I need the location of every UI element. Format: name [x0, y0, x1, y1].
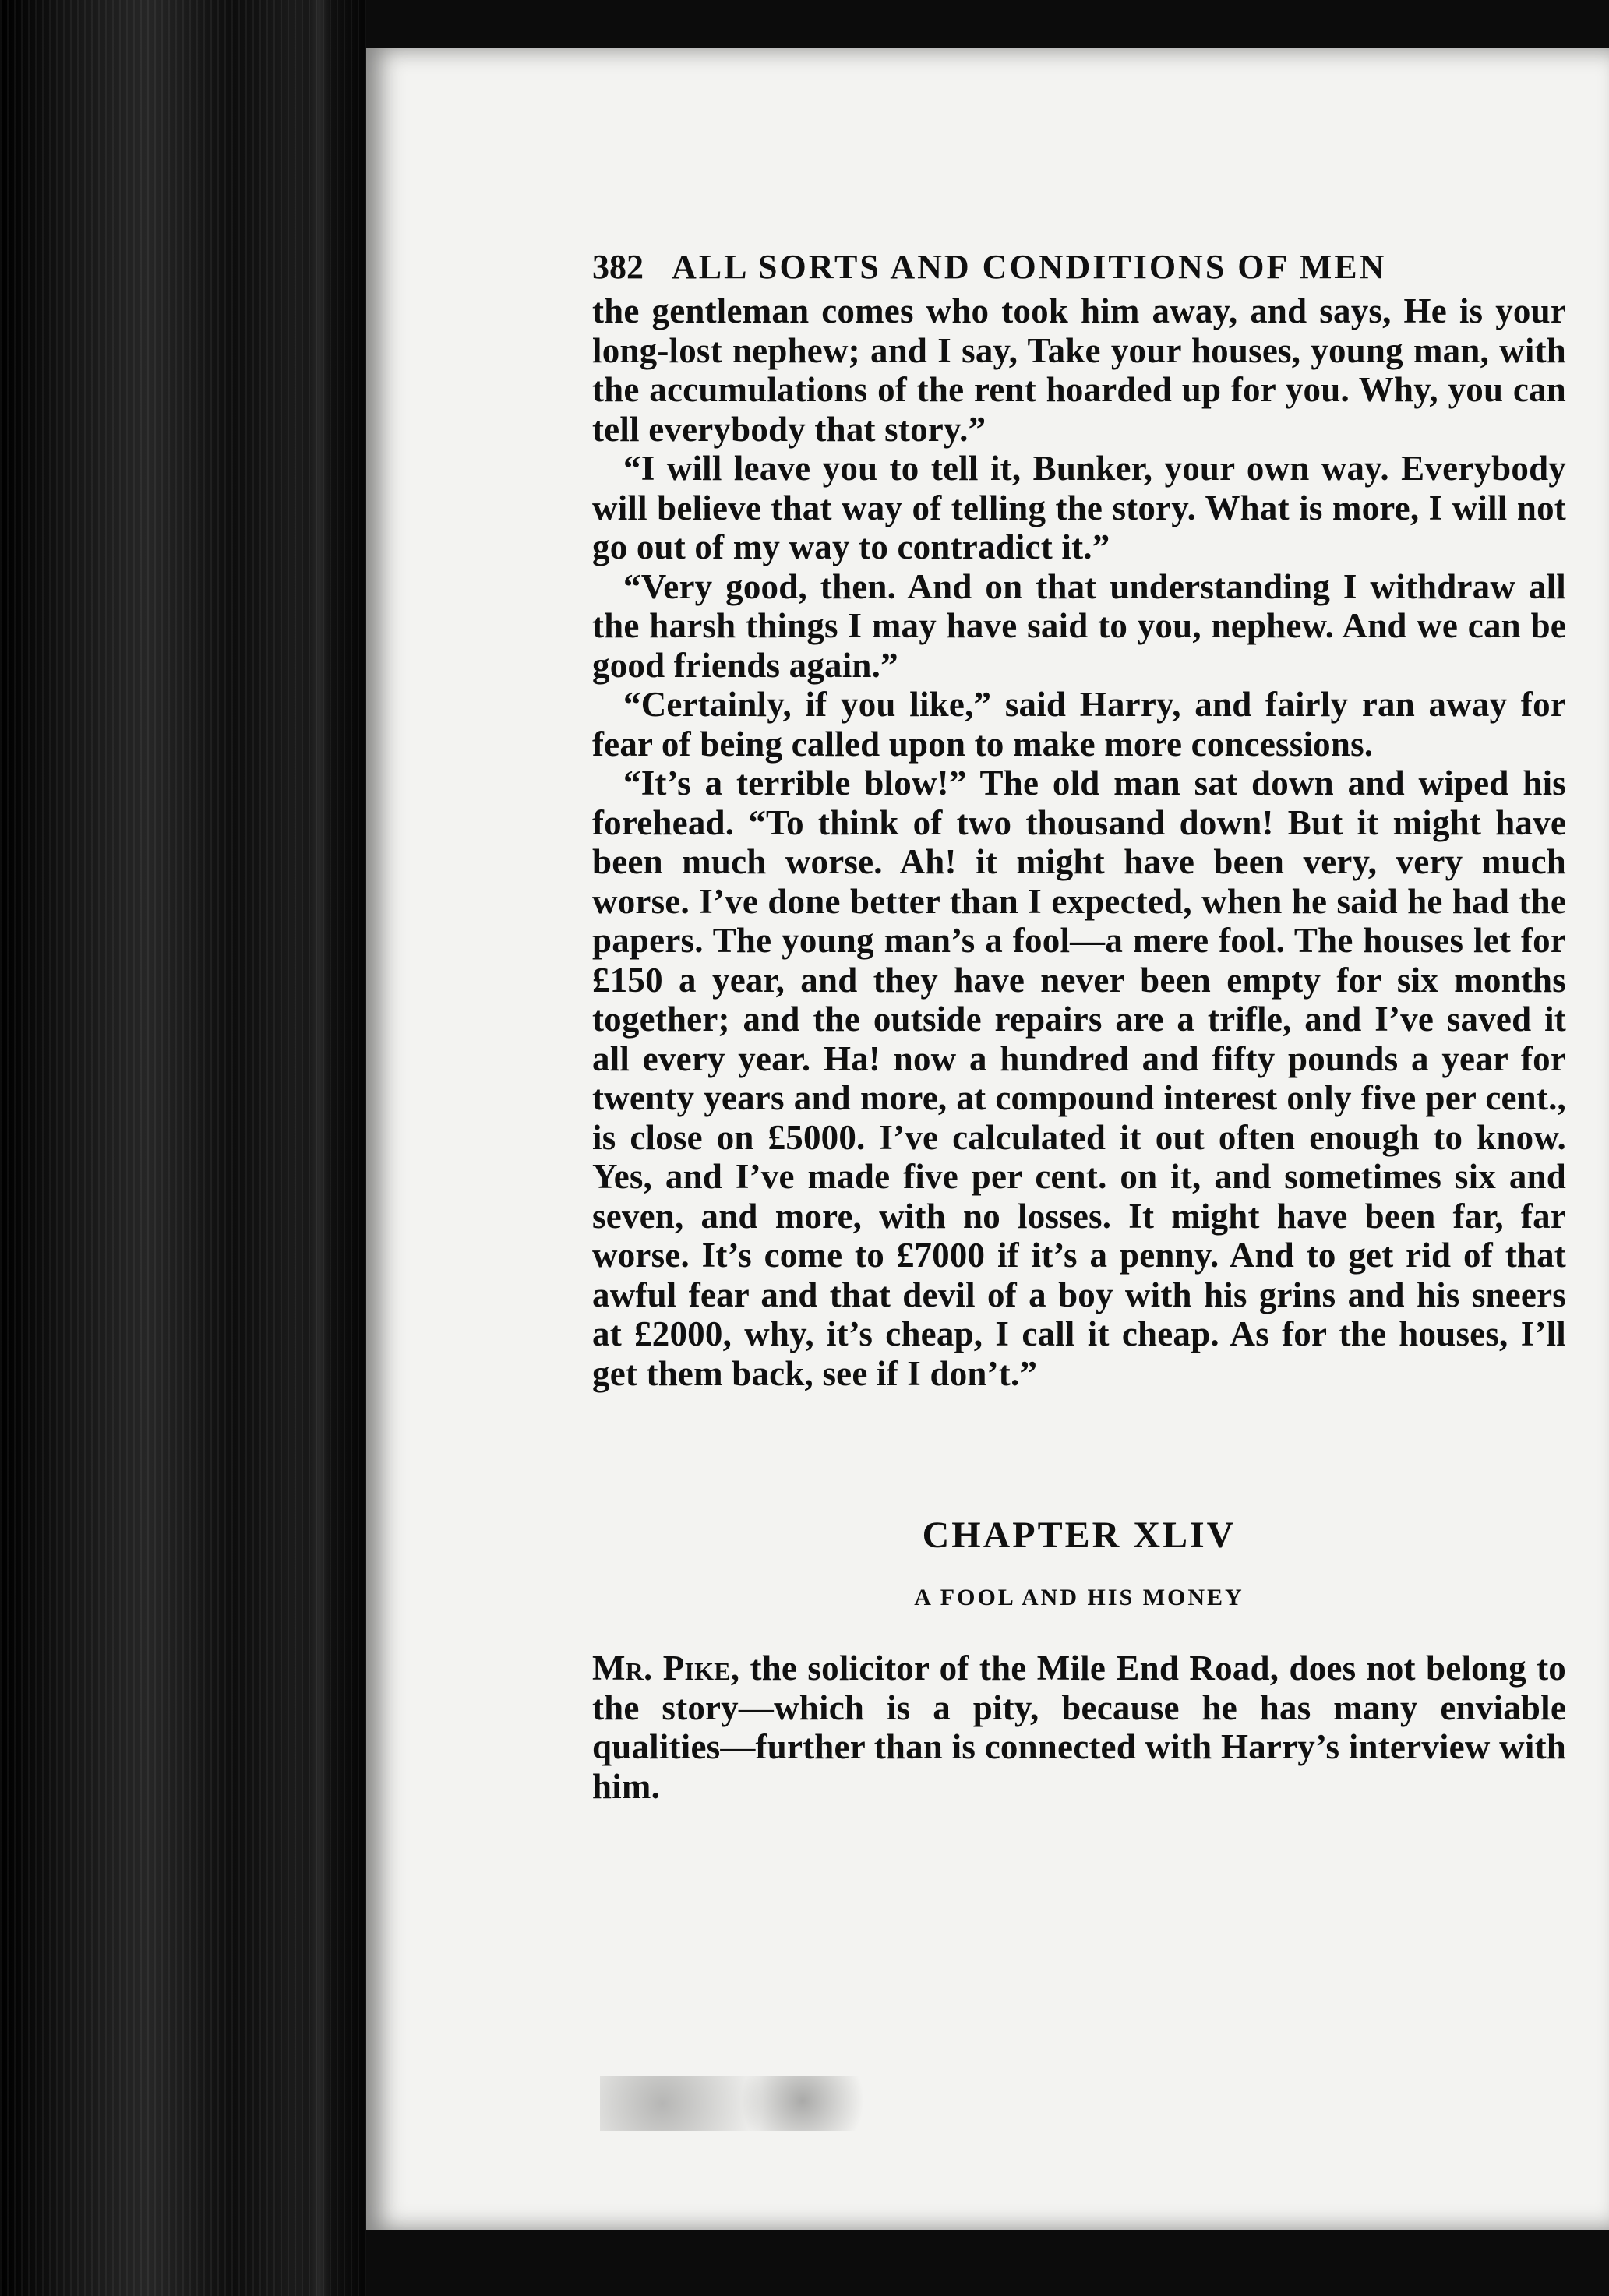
chapter-block — [592, 1514, 1566, 1611]
opening-text: the solicitor of the Mile End Road, does not belong to the story—which is a pity, because he has many enviable qualities—further than is connected with Harry’s interview with him. — [592, 1649, 1566, 1806]
paragraph-continued: the gentleman comes who took him away, and says, He is your long-lost nephew; and I say, Take your houses, young man, with the accumulations of the rent hoarded up for you. Why, you can tell everybody that story.” — [592, 291, 1566, 449]
paragraph-bunker-withdraw: “Very good, then. And on that understanding I withdraw all the harsh things I may have said to you, nephew. And we can be good friends again.” — [592, 566, 1566, 685]
page-number: 382 — [592, 248, 644, 286]
chapter-subtitle: A FOOL AND HIS MONEY — [914, 1585, 1244, 1610]
page-content — [592, 247, 1566, 1806]
paragraph-bunker-monologue: “It’s a terrible blow!” The old man sat down and wiped his forehead. “To think of two thousand down! But it might have been much worse. Ah! it might have been very, very much worse. I’ve done better than I expected, when he said he had the papers. The young man’s a fool—a mere fool. The houses let for £150 a year, and they have never been empty for six months together; and the outside repairs are a trifle, and I’ve saved it all every year. Ha! now a hundred and fifty pounds a year for twenty years and more, at compound interest only five per cent., is close on £5000. I’ve calculated it out often enough to know. Yes, and I’ve made five per cent. on it, and sometimes six and seven, and more, with no losses. It might have been far, far worse. It’s come to £7000 if it’s a penny. And to get rid of that awful fear and that devil of a boy with his grins and his sneers at £2000, why, it’s cheap, I call it cheap. As for the houses, I’ll get them back, see if I don’t.” — [592, 764, 1566, 1393]
chapter-opening-paragraph — [592, 1649, 1566, 1806]
book-page — [366, 48, 1609, 2230]
chapter-heading: CHAPTER XLIV — [922, 1515, 1237, 1556]
book-binding-edge — [0, 0, 366, 2296]
page-smudge — [600, 2076, 912, 2131]
opening-name: Mr. Pike, — [592, 1649, 740, 1688]
paragraph-harry-reply: “I will leave you to tell it, Bunker, your own way. Everybody will believe that way of telling the story. What is more, I will not go out of my way to contradict it.” — [592, 449, 1566, 566]
running-head — [592, 247, 1566, 287]
paragraph-harry-leaves: “Certainly, if you like,” said Harry, and fairly ran away for fear of being called upon to make more concessions. — [592, 685, 1566, 764]
running-title: ALL SORTS AND CONDITIONS OF MEN — [672, 248, 1387, 286]
